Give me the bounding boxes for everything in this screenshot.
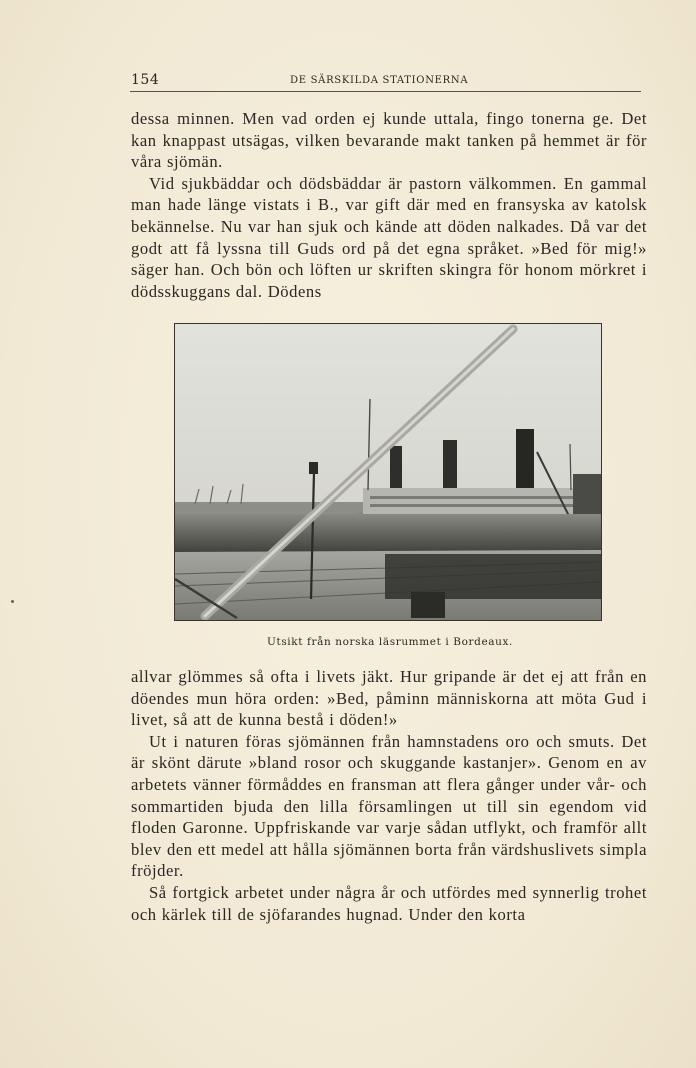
- page-speck: [11, 600, 14, 603]
- distant-shore: [175, 502, 375, 516]
- harbor-photograph: [174, 323, 602, 621]
- running-head: DE SÄRSKILDA STATIONERNA: [290, 75, 469, 86]
- ship-funnel: [443, 440, 457, 488]
- ship-superstructure: [363, 488, 583, 514]
- header-rule: [130, 91, 641, 92]
- harbor-photo-illustration: [175, 324, 601, 620]
- paragraph: Vid sjukbäddar och dödsbäddar är pastorn välkommen. En gammal man hade länge vistats i B., var gift där med en fransyska av katolsk bekännelse. Nu var han sjuk och kände att döden nalkades. Då var det godt att få lyssna till Guds ord på det egna språket. »Bed för mig!» säger han. Och bön och löften ur skriften skingra för honom mörkret i dödsskuggans dal. Dödens: [131, 173, 647, 301]
- body-text-top: [131, 108, 647, 302]
- paragraph: dessa minnen. Men vad orden ej kunde uttala, fingo tonerna ge. Det kan knappast utsägas, vilken bevarande makt tanken på hemmet är för våra sjömän.: [131, 109, 647, 172]
- ship-funnel: [516, 429, 534, 488]
- body-text-bottom: [131, 666, 647, 925]
- paragraph: Så fortgick arbetet under några år och utfördes med synnerlig trohet och kärlek till de sjöfarandes hugnad. Under den korta: [131, 882, 647, 924]
- figure-caption: Utsikt från norska läsrummet i Bordeaux.: [267, 636, 513, 648]
- paragraph: allvar glömmes så ofta i livets jäkt. Hur gripande är det ej att från en döendes mun höra orden: »Bed, påminn människorna att möta Gud i livet, så att de kunna bestå i döden!»: [131, 667, 647, 730]
- paragraph: Ut i naturen föras sjömännen från hamnstadens oro och smuts. Det är skönt därute »bland rosor och skuggande kastanjer». Genom en av arbetets vänner förmåddes en fransman att flera gånger under vår- och sommartiden bjuda den lilla församlingen ut till sin egendom vid floden Garonne. Uppfriskande var varje sådan utflykt, och framför allt blev den ett medel att hålla sjömännen borta från värdshuslivets simpla fröjder.: [131, 731, 647, 881]
- ship-funnel: [390, 446, 402, 488]
- street-lamp: [309, 462, 318, 474]
- river-water: [175, 514, 601, 554]
- lantern-foreground: [411, 592, 445, 618]
- page-number: 154: [131, 72, 160, 88]
